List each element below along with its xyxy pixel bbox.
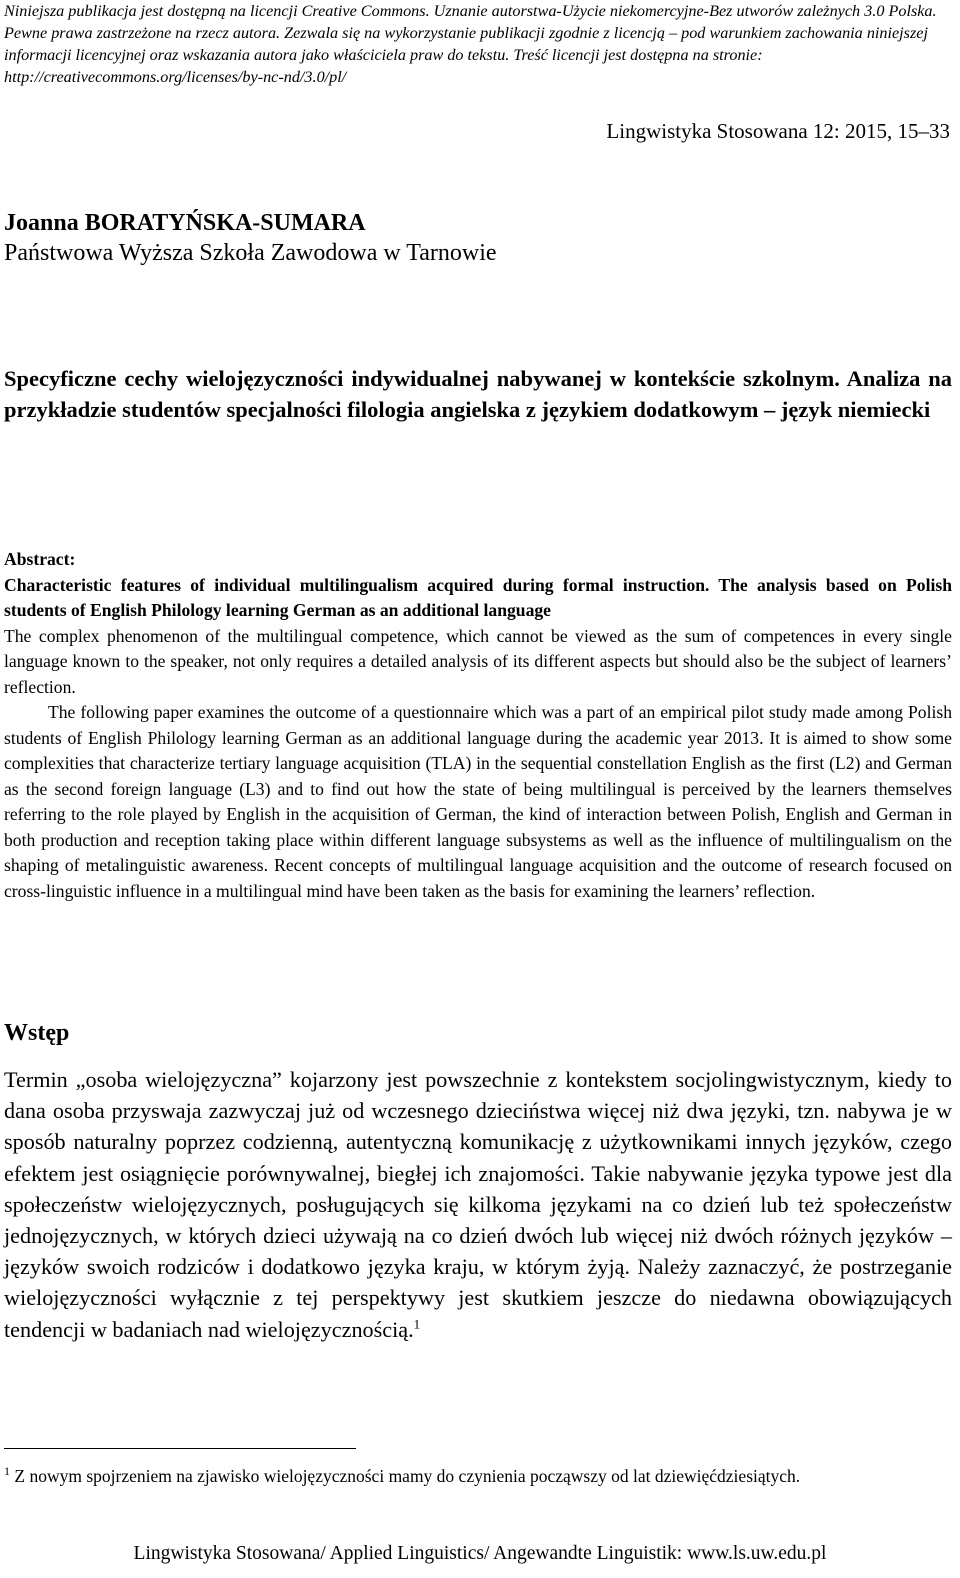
abstract-paragraph-1: The complex phenomenon of the multilingual competence, which cannot be viewed as the sum of competences in every single language known to the speaker, not only requires a detailed analysis of its different aspects but should also be the subject of learners’ reflection. — [4, 625, 952, 697]
footnote — [4, 1464, 952, 1489]
footnote-reference[interactable]: 1 — [413, 1316, 421, 1332]
abstract-label: Abstract: — [4, 549, 76, 569]
abstract-block — [4, 547, 952, 904]
author-block — [4, 208, 497, 268]
footnote-number: 1 — [4, 1464, 10, 1479]
abstract-paragraph-2: The following paper examines the outcome of a questionnaire which was a part of an empirical pilot study made among Polish students of English Philology learning German as an additional language during the academic year 2013. It is aimed to show some complexities that characterize tertiary language acquisition (TLA) in the sequential constellation English as the first (L2) and German as the second foreign language (L3) and to find out how the state of being multilingual is perceived by the learners themselves referring to the role played by English in the acquisition of German, the kind of interaction between Polish, English and German in both production and reception taking place within different language subsystems as well as the influence of multilingualism on the shaping of metalinguistic awareness. Recent concepts of multilingual language acquisition and the outcome of research focused on cross-linguistic influence in a multilingual mind have been taken as the basis for examining the learners’ reflection. — [4, 702, 952, 901]
section-paragraph-text: Termin „osoba wielojęzyczna” kojarzony jest powszechnie z kontekstem socjolingwistycznym, kiedy to dana osoba przyswaja zazwyczaj już od wczesnego dzieciństwa więcej niż dwa języki, tzn. nabywa je w sposób naturalny poprzez codzienną, autentyczną komunikację z użytkownikami innych języków, czego efektem jest osiągnięcie porównywalnej, biegłej ich znajomości. Takie nabywanie języka typowe jest dla społeczeństw wielojęzycznych, posługujących się kilkoma językami na co dzień lub też społeczeństw jednojęzycznych, w których dzieci używają na co dzień dwóch lub więcej niż dwóch różnych języków – języków swoich rodziców i dodatkowo języka kraju, w którym żyją. Należy zaznaczyć, że postrzeganie wielojęzyczności wyłącznie z tej perspektywy jest skutkiem jeszcze do niedawna obowiązujących tendencji w badaniach nad wielojęzycznością. — [4, 1067, 952, 1342]
section-paragraph — [4, 1064, 952, 1345]
section-body — [4, 1064, 952, 1345]
page-footer: Lingwistyka Stosowana/ Applied Linguistics/ Angewandte Linguistik: www.ls.uw.edu.pl — [133, 1543, 827, 1564]
abstract-english-title: Characteristic features of individual multilingualism acquired during formal instruction. The analysis based on Polish students of English Philology learning German as an additional language — [4, 574, 952, 620]
footnote-text: Z nowym spojrzeniem na zjawisko wielojęzyczności mamy do czynienia począwszy od lat dziewięćdziesiątych. — [14, 1466, 801, 1486]
section-heading: Wstęp — [4, 1020, 70, 1046]
license-notice: Niniejsza publikacja jest dostępną na licencji Creative Commons. Uznanie autorstwa-Użycie niekomercyjne-Bez utworów zależnych 3.0 Polska. Pewne prawa zastrzeżone na rzecz autora. Zezwala się na wykorzystanie publikacji zgodnie z licencją – pod warunkiem zachowania niniejszej informacji licencyjnej oraz wskazania autora jako właściciela praw do tekstu. Treść licencji jest dostępna na stronie: http://creativecommons.org/licenses/by-nc-nd/3.0/pl/ — [4, 2, 937, 86]
author-affiliation: Państwowa Wyższa Szkoła Zawodowa w Tarnowie — [4, 240, 497, 266]
journal-reference: Lingwistyka Stosowana 12: 2015, 15–33 — [606, 119, 950, 143]
author-name: Joanna BORATYŃSKA-SUMARA — [4, 210, 366, 236]
article-title: Specyficzne cechy wielojęzyczności indywidualnej nabywanej w kontekście szkolnym. Analiza na przykładzie studentów specjalności filologia angielska z językiem dodatkowym – język niemiecki — [4, 366, 952, 422]
footnote-divider — [4, 1448, 356, 1449]
